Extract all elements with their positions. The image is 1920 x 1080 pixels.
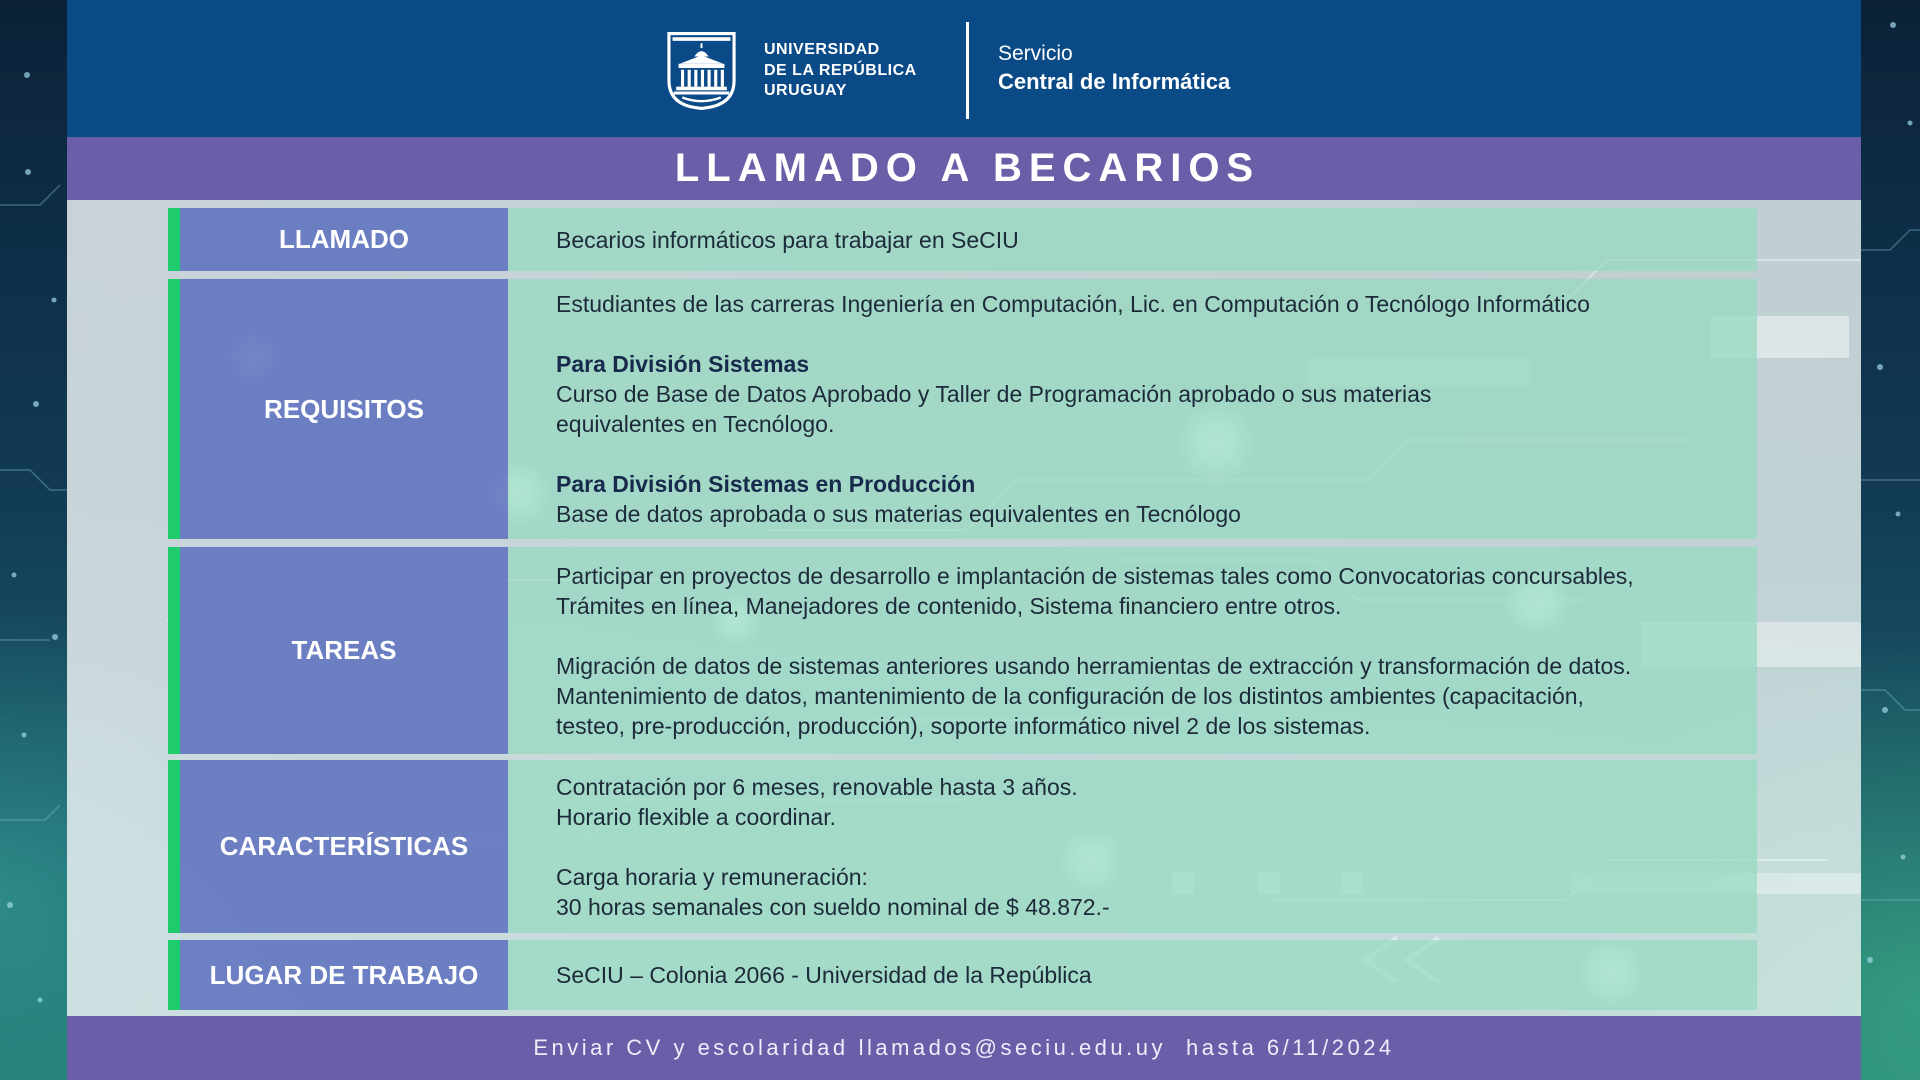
row-label: REQUISITOS	[168, 279, 508, 539]
row-label: LLAMADO	[168, 208, 508, 271]
text-line: Estudiantes de las carreras Ingeniería en Computación, Lic. en Computación o Tecnólogo Informático	[556, 291, 1590, 317]
text-block	[556, 349, 1757, 439]
table-row-lugar-de-trabajo	[168, 940, 1757, 1010]
service-label: Servicio	[998, 42, 1073, 65]
footer-band	[67, 1016, 1861, 1080]
text-line: Becarios informáticos para trabajar en SeCIU	[556, 226, 1019, 253]
block-heading: Para División Sistemas	[556, 351, 810, 377]
university-emblem-icon	[665, 30, 738, 112]
text-line: SeCIU – Colonia 2066 - Universidad de la República	[556, 962, 1092, 988]
header-divider	[966, 22, 969, 119]
row-value	[508, 760, 1757, 933]
info-table	[168, 208, 1757, 1010]
service-name: Central de Informática	[998, 69, 1231, 94]
row-label: TAREAS	[168, 547, 508, 754]
table-row-tareas	[168, 547, 1757, 754]
text-block	[556, 651, 1757, 741]
university-name	[764, 40, 917, 102]
row-label: LUGAR DE TRABAJO	[168, 940, 508, 1010]
text-line: equivalentes en Tecnólogo.	[556, 411, 835, 437]
row-value	[508, 279, 1757, 539]
text-block	[556, 772, 1757, 832]
title-band	[67, 137, 1861, 200]
university-name-line: URUGUAY	[764, 82, 847, 99]
footer-email: llamados@seciu.edu.uy	[858, 1035, 1166, 1060]
text-line: Base de datos aprobada o sus materias equivalentes en Tecnólogo	[556, 501, 1241, 527]
university-name-line: UNIVERSIDAD	[764, 41, 880, 58]
text-line: testeo, pre-producción, producción), soporte informático nivel 2 de los sistemas.	[556, 712, 1371, 739]
footer-instruction: Enviar CV y escolaridad	[533, 1035, 849, 1060]
table-row-llamado	[168, 208, 1757, 271]
text-block	[556, 862, 1757, 922]
text-block	[556, 561, 1757, 621]
table-row-requisitos	[168, 279, 1757, 539]
university-name-line: DE LA REPÚBLICA	[764, 61, 917, 79]
table-row-caracteristicas	[168, 760, 1757, 933]
page-title: LLAMADO A BECARIOS	[674, 146, 1261, 190]
text-line: Trámites en línea, Manejadores de contenido, Sistema financiero entre otros.	[556, 592, 1342, 619]
text-block	[556, 289, 1757, 319]
text-line: 30 horas semanales con sueldo nominal de $ 48.872.-	[556, 893, 1110, 920]
footer-deadline: hasta 6/11/2024	[1186, 1035, 1395, 1060]
text-line: Migración de datos de sistemas anteriores usando herramientas de extracción y transformación de datos.	[556, 652, 1632, 679]
row-value	[508, 940, 1757, 1010]
text-block	[556, 960, 1757, 990]
text-block	[556, 469, 1757, 529]
service-name-block	[998, 40, 1230, 96]
text-line: Mantenimiento de datos, mantenimiento de la configuración de los distintos ambientes (capacitación,	[556, 682, 1584, 709]
text-line: Participar en proyectos de desarrollo e implantación de sistemas tales como Convocatorias concursables,	[556, 562, 1634, 589]
content-area	[67, 200, 1861, 1016]
text-line: Horario flexible a coordinar.	[556, 803, 836, 830]
row-label: CARACTERÍSTICAS	[168, 760, 508, 933]
text-line: Carga horaria y remuneración:	[556, 863, 868, 890]
row-value	[508, 208, 1757, 271]
text-block	[556, 225, 1757, 255]
row-value	[508, 547, 1757, 754]
header-bar	[67, 0, 1861, 137]
announcement-panel	[67, 0, 1861, 1080]
text-line: Contratación por 6 meses, renovable hasta 3 años.	[556, 773, 1078, 800]
text-line: Curso de Base de Datos Aprobado y Taller de Programación aprobado o sus materias	[556, 381, 1432, 407]
block-heading: Para División Sistemas en Producción	[556, 471, 976, 497]
